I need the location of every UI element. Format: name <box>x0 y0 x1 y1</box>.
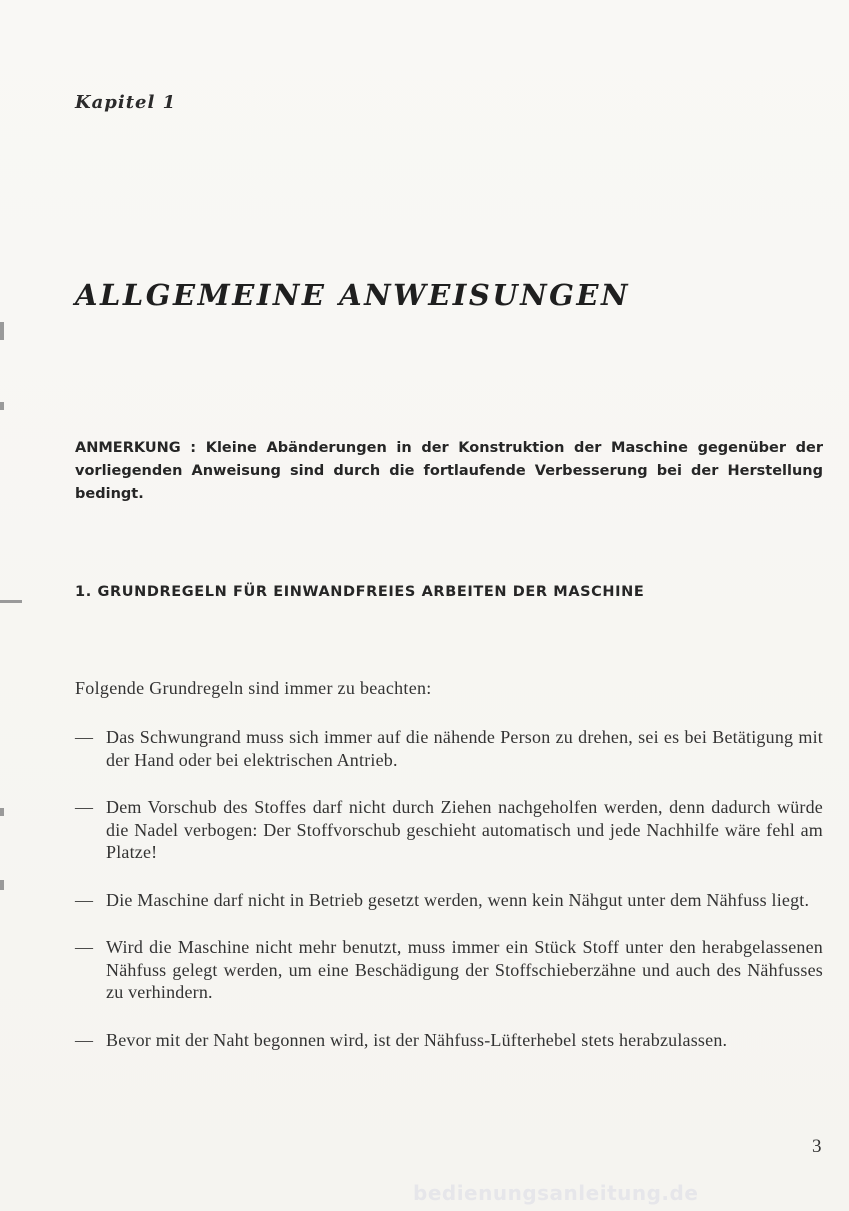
rules-list <box>75 726 823 1051</box>
scan-edge-mark <box>0 600 22 603</box>
scan-edge-mark <box>0 808 4 816</box>
dash-bullet: — <box>75 797 94 817</box>
chapter-label: Kapitel 1 <box>75 92 177 113</box>
page-title: ALLGEMEINE ANWEISUNGEN <box>75 278 630 312</box>
dash-bullet: — <box>75 1029 94 1050</box>
page-number: 3 <box>812 1136 822 1157</box>
rule-text: Die Maschine darf nicht in Betrieb gesetzt werden, wenn kein Nähgut unter dem Nähfuss liegt. <box>106 889 810 910</box>
list-item <box>75 726 823 771</box>
note-text: Kleine Abänderungen in der Konstruktion der Maschine gegenüber der vorliegenden Anweisung sind durch die fortlaufende Verbesserung bei der Herstellung bedingt. <box>75 440 823 502</box>
list-item <box>75 1029 823 1052</box>
construction-note <box>75 437 823 506</box>
note-separator: : <box>180 440 206 456</box>
scan-edge-mark <box>0 402 4 410</box>
dash-bullet: — <box>75 727 94 747</box>
section-title: GRUNDREGELN FÜR EINWANDFREIES ARBEITEN DER MASCHINE <box>97 584 645 600</box>
rule-text: Bevor mit der Naht begonnen wird, ist der Nähfuss-Lüfterhebel stets herabzulassen. <box>106 1029 728 1050</box>
note-label: ANMERKUNG <box>75 440 181 456</box>
rule-text: Das Schwungrand muss sich immer auf die nähende Person zu drehen, sei es bei Betätigung mit der Hand oder bei elektrischen Antrieb. <box>106 727 823 770</box>
scan-edge-mark <box>0 322 4 340</box>
section-number: 1. <box>75 584 92 600</box>
list-item <box>75 796 823 864</box>
rule-text: Wird die Maschine nicht mehr benutzt, muss immer ein Stück Stoff unter den herabgelassenen Nähfuss gelegt werden, um eine Beschädigung der Stoffschieberzähne und auch des Nähfusses zu verhindern. <box>106 937 823 1002</box>
dash-bullet: — <box>75 889 94 910</box>
watermark: bedienungsanleitung.de <box>413 1181 699 1205</box>
list-item <box>75 936 823 1004</box>
section-intro: Folgende Grundregeln sind immer zu beachten: <box>75 678 432 698</box>
scan-edge-mark <box>0 880 4 890</box>
rule-text: Dem Vorschub des Stoffes darf nicht durch Ziehen nachgeholfen werden, denn dadurch würde die Nadel verbogen: Der Stoffvorschub geschieht automatisch und jede Nachhilfe wäre fehl am Platze! <box>106 797 823 862</box>
section-heading <box>75 584 644 600</box>
dash-bullet: — <box>75 937 94 957</box>
list-item <box>75 889 823 912</box>
